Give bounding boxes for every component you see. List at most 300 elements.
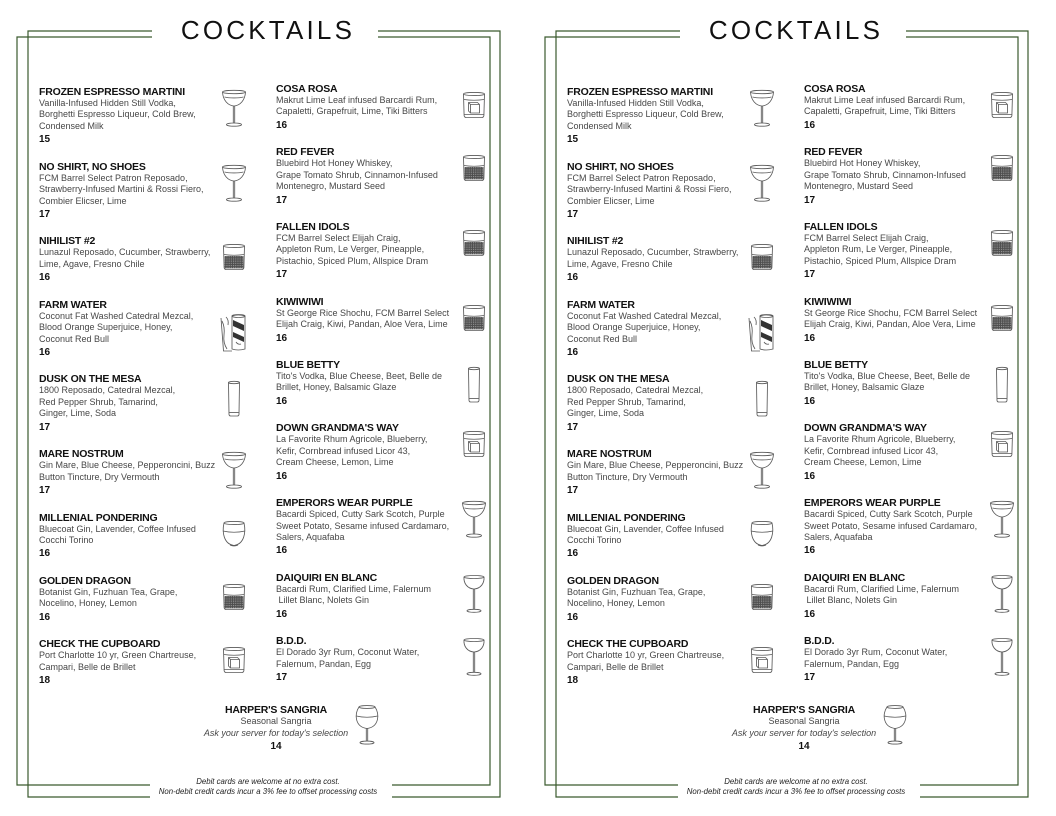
cocktail-name: KIWIWIWI [276, 295, 324, 308]
menu-item [276, 572, 488, 621]
cocktail-description [276, 647, 488, 670]
glass-illustration [988, 499, 1016, 539]
glass-illustration [748, 375, 776, 415]
description-line: Port Charlotte 10 yr, Green Chartreuse, [567, 650, 725, 661]
description-line: Salers, Aquafaba [276, 531, 345, 542]
description-line: Gin Mare, Blue Cheese, Pepperoncini, Buzz [39, 460, 216, 471]
description-line: Gin Mare, Blue Cheese, Pepperoncini, Buzz [567, 460, 744, 471]
description-line: Vanilla-Infused Hidden Still Vodka, [39, 98, 176, 108]
rocks-glass-ice-cube-icon [222, 646, 246, 674]
menu-item [804, 146, 1016, 206]
cocktail-name: GOLDEN DRAGON [567, 574, 659, 587]
description-line: FCM Barrel Select Patron Reposado, [39, 172, 188, 183]
description-line: FCM Barrel Select Elijah Craig, [804, 233, 929, 244]
menu-column-right [276, 83, 488, 698]
cocktail-name: GOLDEN DRAGON [39, 574, 131, 587]
cocktail-price: 16 [804, 545, 816, 557]
payment-note [646, 777, 946, 797]
cocktail-price: 17 [804, 269, 816, 281]
description-line: Vanilla-Infused Hidden Still Vodka, [567, 98, 704, 108]
menu-item [567, 575, 779, 624]
cocktail-price: 16 [567, 346, 579, 358]
glass-illustration [988, 637, 1016, 677]
coupe-glass-icon [461, 499, 487, 539]
menu-item [804, 83, 1016, 132]
description-line: Bluebird Hot Honey Whiskey, [276, 158, 393, 169]
cocktail-description [804, 233, 1016, 267]
glass-illustration [220, 577, 248, 617]
featured-price: 14 [798, 741, 810, 752]
cocktail-description [276, 434, 488, 468]
menu-item [567, 161, 779, 221]
menu-item [276, 497, 488, 557]
featured-note: Ask your server for today's selection [203, 727, 349, 738]
cocktail-name: NO SHIRT, NO SHOES [567, 160, 674, 173]
menu-item [804, 422, 1016, 482]
cocktail-description [276, 158, 488, 192]
description-line: Campari, Belle de Brillet [39, 661, 136, 672]
coupe-glass-icon [221, 450, 247, 490]
cocktail-description [276, 233, 488, 267]
cocktail-price: 16 [276, 119, 288, 131]
cocktail-price: 17 [39, 421, 51, 433]
cocktail-description [804, 308, 1016, 331]
stemless-glass-icon [221, 520, 247, 548]
description-line: Cream Cheese, Lemon, Lime [804, 457, 922, 468]
cocktail-price: 15 [567, 134, 579, 146]
glass-illustration [220, 163, 248, 203]
cocktail-price: 16 [276, 332, 288, 344]
rocks-glass-crushed-ice-icon [750, 583, 774, 611]
description-line: Kefir, Cornbread infused Licor 43, [276, 445, 411, 456]
menu-item [567, 448, 779, 497]
cocktail-name: NIHILIST #2 [567, 235, 624, 248]
nick-and-nora-glass-icon [989, 574, 1015, 614]
cocktail-price: 16 [567, 272, 579, 284]
menu-item [804, 359, 1016, 408]
description-line: Montenegro, Mustard Seed [276, 181, 386, 192]
description-line: Montenegro, Mustard Seed [804, 181, 914, 192]
cocktail-description [276, 584, 488, 607]
rocks-glass-crushed-ice-icon [462, 304, 486, 332]
description-line: Borghetti Espresso Liqueur, Cold Brew, [567, 109, 724, 120]
cocktail-price: 16 [39, 548, 51, 560]
cocktail-description [804, 158, 1016, 192]
menu-item [567, 512, 779, 561]
highball-glass-icon [995, 366, 1009, 404]
highball-glass-icon [227, 380, 241, 418]
description-line: Elijah Craig, Kiwi, Pandan, Aloe Vera, Lime [804, 319, 976, 330]
glass-illustration [748, 640, 776, 680]
menu-item [276, 635, 488, 684]
menu-item [39, 373, 251, 433]
description-line: Bluebird Hot Honey Whiskey, [804, 158, 921, 169]
cocktail-name: EMPERORS WEAR PURPLE [276, 497, 413, 510]
menu-page-right [528, 0, 1056, 816]
description-line: Port Charlotte 10 yr, Green Chartreuse, [39, 650, 197, 661]
menu-item [39, 638, 251, 687]
glass-illustration [460, 223, 488, 263]
rocks-glass-crushed-ice-icon [462, 229, 486, 257]
nick-and-nora-glass-icon [461, 574, 487, 614]
description-line: Grape Tomato Shrub, Cinnamon-Infused [276, 169, 438, 180]
cocktail-description [276, 95, 488, 118]
glass-illustration [220, 450, 248, 490]
coupe-glass-icon [749, 163, 775, 203]
cocktail-name: FARM WATER [567, 298, 635, 311]
cocktail-description [276, 371, 488, 394]
glass-illustration [460, 424, 488, 464]
menu-title: COCKTAILS [180, 15, 356, 45]
description-line: Botanist Gin, Fuzhuan Tea, Grape, [567, 586, 706, 597]
description-line: Lillet Blanc, Nolets Gin [276, 595, 370, 606]
cocktail-description [276, 509, 488, 543]
rocks-glass-crushed-ice-icon [750, 243, 774, 271]
description-line: Bluecoat Gin, Lavender, Coffee Infused [39, 523, 196, 534]
menu-item [567, 235, 779, 284]
description-line: El Dorado 3yr Rum, Coconut Water, [804, 647, 948, 658]
rocks-glass-crushed-ice-icon [462, 154, 486, 182]
description-line: St George Rice Shochu, FCM Barrel Select [804, 307, 978, 318]
menu-item [39, 299, 251, 359]
snifter-glass-icon [354, 704, 380, 746]
rocks-glass-ice-cube-icon [462, 430, 486, 458]
cocktail-price: 17 [567, 421, 579, 433]
featured-glass-illustration [882, 704, 908, 746]
cocktail-description [804, 434, 1016, 468]
description-line: 1800 Reposado, Catedral Mezcal, [567, 385, 704, 396]
energy-drink-can-icon [219, 311, 249, 353]
payment-note [118, 777, 418, 797]
featured-glass-illustration [354, 704, 380, 746]
description-line: Brillet, Honey, Balsamic Glaze [804, 382, 925, 393]
cocktail-name: EMPERORS WEAR PURPLE [804, 497, 941, 510]
cocktail-name: RED FEVER [804, 146, 863, 159]
cocktail-name: COSA ROSA [276, 83, 338, 95]
description-line: Borghetti Espresso Liqueur, Cold Brew, [39, 109, 196, 120]
menu-item [567, 373, 779, 433]
cocktail-name: B.D.D. [804, 635, 835, 648]
description-line: Falernum, Pandan, Egg [804, 658, 900, 669]
featured-subtitle: Seasonal Sangria [768, 716, 840, 726]
rocks-glass-crushed-ice-icon [222, 583, 246, 611]
glass-illustration [988, 298, 1016, 338]
rocks-glass-crushed-ice-icon [990, 154, 1014, 182]
description-line: Condensed Milk [567, 120, 632, 131]
cocktail-price: 15 [39, 134, 51, 146]
cocktail-price: 16 [567, 548, 579, 560]
cocktail-name: FROZEN ESPRESSO MARTINI [39, 86, 185, 98]
cocktail-name: CHECK THE CUPBOARD [39, 638, 161, 651]
glass-illustration [988, 424, 1016, 464]
glass-illustration [748, 237, 776, 277]
glass-illustration [988, 574, 1016, 614]
cocktail-price: 17 [567, 485, 579, 496]
description-line: Salers, Aquafaba [804, 531, 873, 542]
description-line: Button Tincture, Dry Vermouth [39, 471, 160, 482]
cocktail-name: COSA ROSA [804, 83, 866, 95]
cocktail-name: MILLENIAL PONDERING [567, 511, 686, 524]
cocktail-name: KIWIWIWI [804, 295, 852, 308]
description-line: Appleton Rum, Le Verger, Pineapple, [804, 244, 953, 255]
cocktail-name: BLUE BETTY [276, 359, 340, 372]
cocktail-price: 16 [804, 332, 816, 344]
menu-item [39, 575, 251, 624]
menu-item [39, 235, 251, 284]
description-line: Campari, Belle de Brillet [567, 661, 664, 672]
description-line: Red Pepper Shrub, Tamarind, [567, 396, 686, 407]
cocktail-description [804, 584, 1016, 607]
cocktail-name: FARM WATER [39, 298, 107, 311]
cocktail-name: MARE NOSTRUM [567, 448, 652, 461]
description-line: Tito's Vodka, Blue Cheese, Beet, Belle de [276, 371, 442, 382]
cocktail-name: DOWN GRANDMA'S WAY [276, 422, 399, 435]
menu-title: COCKTAILS [708, 15, 884, 45]
description-line: Appleton Rum, Le Verger, Pineapple, [276, 244, 425, 255]
menu-item [276, 83, 488, 132]
rocks-glass-crushed-ice-icon [222, 243, 246, 271]
cocktail-name: RED FEVER [276, 146, 335, 159]
description-line: Capaletti, Grapefruit, Lime, Tiki Bitters [804, 106, 956, 117]
cocktail-price: 16 [39, 346, 51, 358]
snifter-glass-icon [882, 704, 908, 746]
cocktail-description [804, 95, 1016, 118]
cocktail-price: 16 [804, 470, 816, 482]
cocktail-price: 17 [39, 208, 51, 220]
cocktail-price: 17 [276, 671, 288, 683]
glass-illustration [460, 574, 488, 614]
description-line: Brillet, Honey, Balsamic Glaze [276, 382, 397, 393]
description-line: Makrut Lime Leaf infused Barcardi Rum, [804, 95, 966, 105]
glass-illustration [988, 223, 1016, 263]
description-line: Combier Elicser, Lime [567, 195, 655, 206]
menu-item [39, 86, 251, 146]
glass-illustration [460, 148, 488, 188]
description-line: Botanist Gin, Fuzhuan Tea, Grape, [39, 586, 178, 597]
cocktail-description [804, 509, 1016, 543]
cocktail-price: 18 [567, 674, 579, 686]
glass-illustration [220, 88, 248, 128]
description-line: FCM Barrel Select Elijah Craig, [276, 233, 401, 244]
description-line: Nocelino, Honey, Lemon [567, 598, 665, 609]
rocks-glass-ice-cube-icon [462, 91, 486, 119]
cocktail-name: MARE NOSTRUM [39, 448, 124, 461]
description-line: Blood Orange Superjuice, Honey, [567, 322, 701, 333]
description-line: Elijah Craig, Kiwi, Pandan, Aloe Vera, Lime [276, 319, 448, 330]
cocktail-name: DAIQUIRI EN BLANC [276, 571, 378, 584]
cocktail-price: 16 [804, 395, 816, 407]
cocktail-name: BLUE BETTY [804, 359, 868, 372]
cocktail-price: 17 [804, 194, 816, 206]
glass-illustration [988, 361, 1016, 401]
description-line: Button Tincture, Dry Vermouth [567, 471, 688, 482]
coupe-glass-icon [221, 88, 247, 128]
cocktail-price: 17 [39, 485, 51, 496]
glass-illustration [220, 375, 248, 415]
cocktail-price: 16 [276, 470, 288, 482]
featured-item [704, 704, 904, 753]
menu-item [276, 359, 488, 408]
menu-item [276, 422, 488, 482]
description-line: Lime, Agave, Fresno Chile [39, 258, 145, 269]
cocktail-name: DAIQUIRI EN BLANC [804, 571, 906, 584]
cocktail-description [804, 647, 1016, 670]
description-line: Cocchi Torino [39, 534, 94, 545]
featured-name: HARPER'S SANGRIA [753, 704, 855, 716]
highball-glass-icon [467, 366, 481, 404]
cocktail-price: 17 [804, 671, 816, 683]
menu-item [276, 221, 488, 281]
cocktail-price: 17 [276, 194, 288, 206]
description-line: Bacardi Spiced, Cutty Sark Scotch, Purple [804, 509, 973, 520]
description-line: Pistachio, Spiced Plum, Allspice Dram [804, 255, 957, 266]
cocktail-name: DOWN GRANDMA'S WAY [804, 422, 927, 435]
description-line: Sweet Potato, Sesame infused Cardamaro, [276, 520, 450, 531]
coupe-glass-icon [221, 163, 247, 203]
description-line: Red Pepper Shrub, Tamarind, [39, 396, 158, 407]
payment-note-line: Debit cards are welcome at no extra cost. [196, 777, 340, 786]
cocktail-name: CHECK THE CUPBOARD [567, 638, 689, 651]
coupe-glass-icon [749, 88, 775, 128]
featured-note: Ask your server for today's selection [731, 727, 877, 738]
description-line: Sweet Potato, Sesame infused Cardamaro, [804, 520, 978, 531]
featured-price: 14 [270, 741, 282, 752]
cocktail-price: 16 [567, 611, 579, 623]
glass-illustration [748, 88, 776, 128]
glass-illustration [220, 237, 248, 277]
rocks-glass-crushed-ice-icon [990, 304, 1014, 332]
menu-item [804, 296, 1016, 345]
description-line: Nocelino, Honey, Lemon [39, 598, 137, 609]
payment-note-line: Non-debit credit cards incur a 3% fee to offset processing costs [686, 787, 906, 796]
description-line: Lunazul Reposado, Cucumber, Strawberry, [39, 247, 211, 258]
glass-illustration [460, 499, 488, 539]
glass-illustration [748, 577, 776, 617]
glass-illustration [748, 450, 776, 490]
cocktail-price: 17 [567, 208, 579, 220]
menu-column-right [804, 83, 1016, 698]
cocktail-name: MILLENIAL PONDERING [39, 511, 158, 524]
description-line: Combier Elicser, Lime [39, 195, 127, 206]
description-line: FCM Barrel Select Patron Reposado, [567, 172, 716, 183]
cocktail-price: 17 [276, 269, 288, 281]
menu-item [804, 497, 1016, 557]
menu-item [804, 635, 1016, 684]
payment-note-line: Non-debit credit cards incur a 3% fee to offset processing costs [158, 787, 378, 796]
cocktail-name: DUSK ON THE MESA [567, 373, 670, 386]
cocktail-price: 16 [804, 119, 816, 131]
cocktail-name: B.D.D. [276, 635, 307, 648]
description-line: Cocchi Torino [567, 534, 622, 545]
cocktail-price: 16 [276, 395, 288, 407]
description-line: Capaletti, Grapefruit, Lime, Tiki Bitters [276, 106, 428, 117]
glass-illustration [460, 85, 488, 125]
cocktail-name: FALLEN IDOLS [276, 221, 350, 234]
menu-item [276, 146, 488, 206]
cocktail-price: 16 [39, 272, 51, 284]
description-line: Bacardi Spiced, Cutty Sark Scotch, Purple [276, 509, 445, 520]
menu-item [804, 572, 1016, 621]
description-line: Coconut Fat Washed Catedral Mezcal, [39, 310, 194, 321]
glass-illustration [460, 298, 488, 338]
description-line: Condensed Milk [39, 120, 104, 131]
cocktail-price: 18 [39, 674, 51, 686]
glass-illustration [748, 301, 776, 341]
glass-illustration [220, 640, 248, 680]
glass-illustration [220, 301, 248, 341]
cocktail-name: NIHILIST #2 [39, 235, 96, 248]
menu-item [39, 512, 251, 561]
cocktail-price: 16 [39, 611, 51, 623]
glass-illustration [460, 361, 488, 401]
menu-column-left [567, 86, 779, 701]
description-line: Ginger, Lime, Soda [39, 408, 117, 419]
nick-and-nora-glass-icon [461, 637, 487, 677]
menu-item [567, 638, 779, 687]
coupe-glass-icon [749, 450, 775, 490]
description-line: Strawberry-Infused Martini & Rossi Fiero, [39, 184, 204, 195]
menu-item [39, 161, 251, 221]
description-line: El Dorado 3yr Rum, Coconut Water, [276, 647, 420, 658]
description-line: Cream Cheese, Lemon, Lime [276, 457, 394, 468]
menu-item [804, 221, 1016, 281]
highball-glass-icon [755, 380, 769, 418]
description-line: Bluecoat Gin, Lavender, Coffee Infused [567, 523, 724, 534]
glass-illustration [748, 163, 776, 203]
description-line: Grape Tomato Shrub, Cinnamon-Infused [804, 169, 966, 180]
glass-illustration [220, 514, 248, 554]
description-line: Ginger, Lime, Soda [567, 408, 645, 419]
payment-note-line: Debit cards are welcome at no extra cost. [724, 777, 868, 786]
stemless-glass-icon [749, 520, 775, 548]
cocktail-name: FROZEN ESPRESSO MARTINI [567, 86, 713, 98]
description-line: Coconut Red Bull [567, 333, 638, 344]
glass-illustration [988, 85, 1016, 125]
description-line: Lillet Blanc, Nolets Gin [804, 595, 898, 606]
energy-drink-can-icon [747, 311, 777, 353]
description-line: Bacardi Rum, Clarified Lime, Falernum [276, 583, 432, 594]
description-line: Lime, Agave, Fresno Chile [567, 258, 673, 269]
featured-item [176, 704, 376, 753]
glass-illustration [460, 637, 488, 677]
description-line: Strawberry-Infused Martini & Rossi Fiero, [567, 184, 732, 195]
description-line: Blood Orange Superjuice, Honey, [39, 322, 173, 333]
menu-item [276, 296, 488, 345]
rocks-glass-ice-cube-icon [990, 91, 1014, 119]
coupe-glass-icon [989, 499, 1015, 539]
cocktail-price: 16 [276, 608, 288, 620]
description-line: Coconut Fat Washed Catedral Mezcal, [567, 310, 722, 321]
cocktail-price: 16 [276, 545, 288, 557]
menu-item [567, 86, 779, 146]
rocks-glass-crushed-ice-icon [990, 229, 1014, 257]
menu-item [567, 299, 779, 359]
description-line: La Favorite Rhum Agricole, Blueberry, [804, 434, 956, 445]
glass-illustration [748, 514, 776, 554]
description-line: Coconut Red Bull [39, 333, 110, 344]
description-line: Bacardi Rum, Clarified Lime, Falernum [804, 583, 960, 594]
description-line: St George Rice Shochu, FCM Barrel Select [276, 307, 450, 318]
cocktail-name: DUSK ON THE MESA [39, 373, 142, 386]
description-line: Lunazul Reposado, Cucumber, Strawberry, [567, 247, 739, 258]
cocktail-description [804, 371, 1016, 394]
description-line: Falernum, Pandan, Egg [276, 658, 372, 669]
cocktail-name: FALLEN IDOLS [804, 221, 878, 234]
featured-name: HARPER'S SANGRIA [225, 704, 327, 716]
cocktail-price: 16 [804, 608, 816, 620]
rocks-glass-ice-cube-icon [990, 430, 1014, 458]
description-line: 1800 Reposado, Catedral Mezcal, [39, 385, 176, 396]
